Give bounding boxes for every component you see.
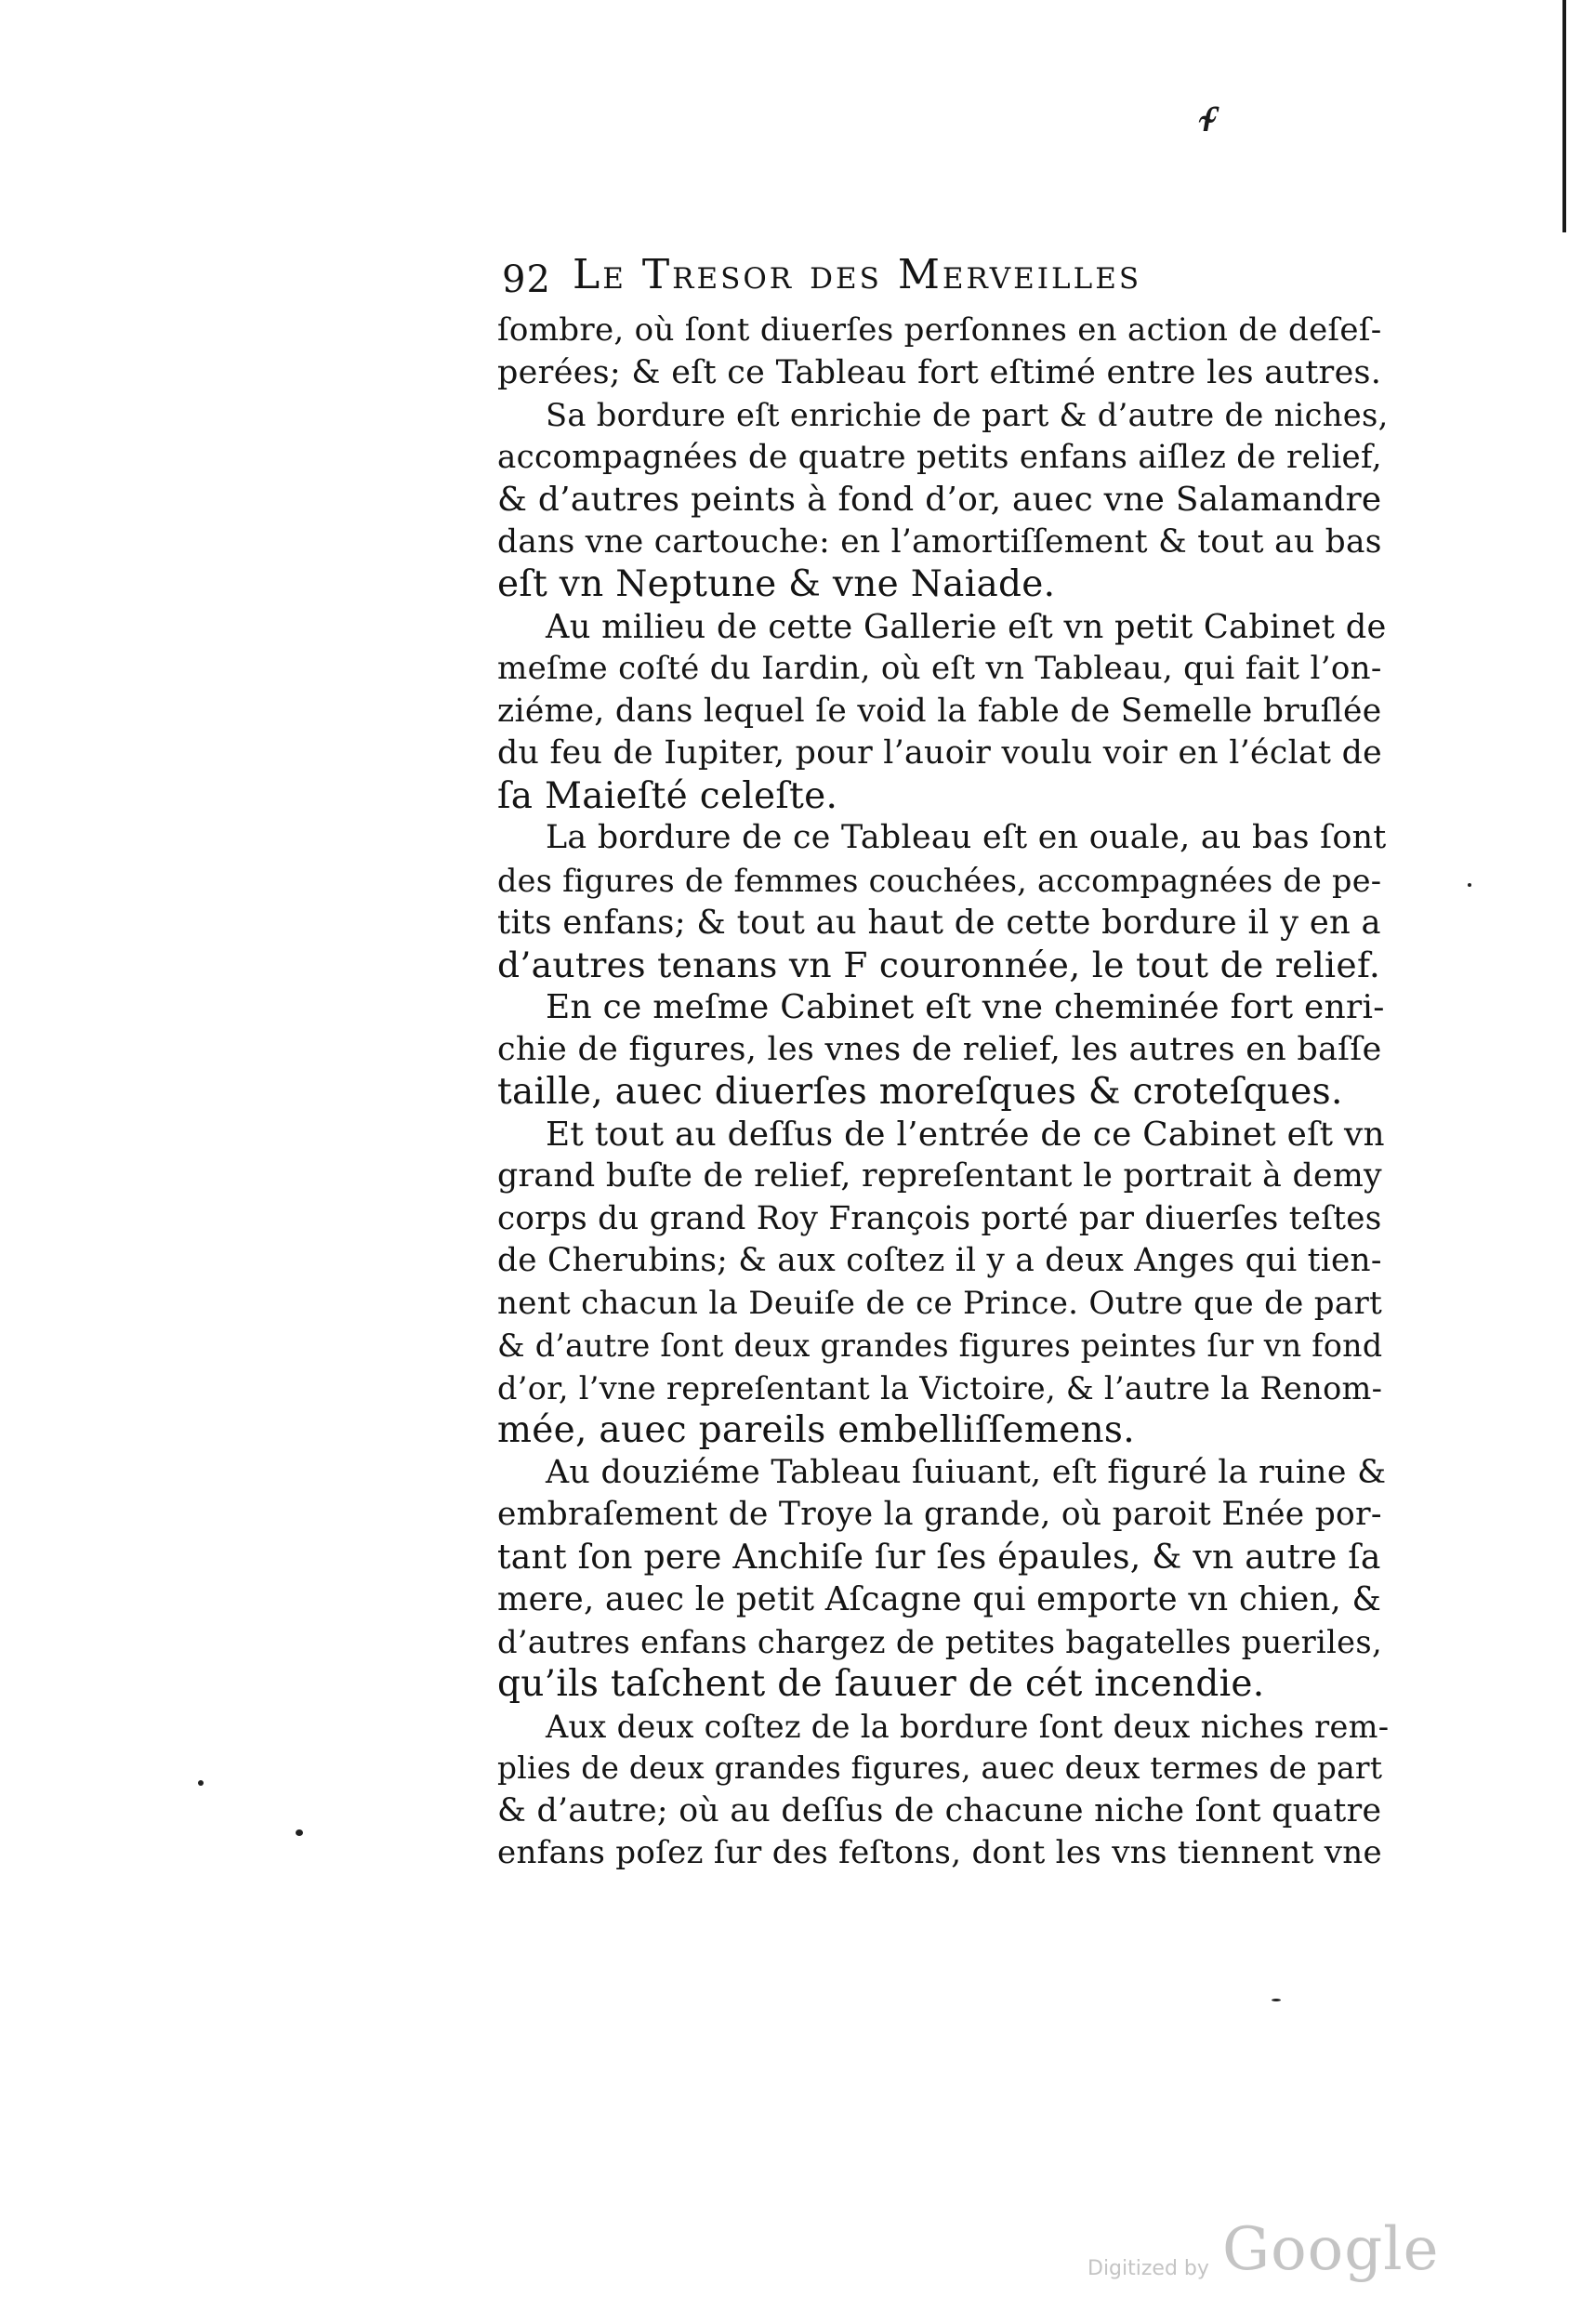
text-line: Sa bordure eſt enrichie de part & d’autre de niches, bbox=[546, 397, 1389, 433]
text-line: tits enfans; & tout au haut de cette bordure il y en a bbox=[497, 904, 1381, 942]
ink-speck bbox=[198, 1780, 204, 1786]
text-line: du feu de Iupiter, pour l’auoir voulu voir en l’éclat de bbox=[497, 734, 1383, 772]
google-logo: Google bbox=[1222, 2215, 1440, 2284]
text-line: d’or, l’vne repreſentant la Victoire, & l’autre la Renom- bbox=[497, 1369, 1383, 1406]
digitized-by-label: Digitized by bbox=[1088, 2257, 1209, 2280]
text-line: & d’autres peints à fond d’or, auec vne Salamandre bbox=[497, 481, 1382, 519]
text-line: plies de deux grandes figures, auec deux termes de part bbox=[497, 1750, 1383, 1786]
text-line: perées; & eſt ce Tableau fort eſtimé entre les autres. bbox=[497, 353, 1382, 391]
corner-handwritten-mark: ᵳ bbox=[1199, 84, 1219, 144]
text-line: chie de figures, les vnes de relief, les autres en baſſe bbox=[497, 1030, 1382, 1068]
text-line: & d’autre ſont deux grandes figures peintes ſur vn fond bbox=[497, 1327, 1383, 1364]
text-line: Et tout au deſſus de l’entrée de ce Cabinet eſt vn bbox=[546, 1115, 1385, 1154]
ink-speck bbox=[1468, 883, 1471, 887]
text-line: enfans poſez ſur des feſtons, dont les vns tiennent vne bbox=[497, 1834, 1382, 1871]
text-line: d’autres tenans vn F couronnée, le tout de relief. bbox=[497, 944, 1381, 985]
text-line: ziéme, dans lequel ſe void la fable de Semelle bruſlée bbox=[497, 692, 1382, 730]
text-line: de Cherubins; & aux coſtez il y a deux Anges qui tien- bbox=[497, 1242, 1382, 1279]
page-header bbox=[502, 251, 1273, 307]
text-line: Au douziéme Tableau ſuiuant, eſt figuré la ruine & bbox=[546, 1453, 1387, 1491]
text-line: La bordure de ce Tableau eſt en ouale, au bas ſont bbox=[546, 819, 1387, 856]
page-number: 92 bbox=[502, 258, 551, 301]
text-line: & d’autre; où au deſſus de chacune niche ſont quatre bbox=[497, 1791, 1382, 1829]
google-watermark bbox=[1088, 2215, 1441, 2294]
ink-speck bbox=[296, 1829, 303, 1836]
text-line: Au milieu de cette Gallerie eſt vn petit Cabinet de bbox=[546, 607, 1387, 646]
text-line: accompagnées de quatre petits enfans aiſlez de relief, bbox=[497, 438, 1382, 476]
text-line: qu’ils taſchent de ſauuer de cét incendie. bbox=[497, 1663, 1265, 1705]
text-line: dans vne cartouche: en l’amortiſſement & tout au bas bbox=[497, 522, 1382, 561]
text-line: tant ſon pere Anchiſe ſur ſes épaules, & vn autre ſa bbox=[497, 1538, 1381, 1577]
text-line: corps du grand Roy François porté par diuerſes teſtes bbox=[497, 1199, 1382, 1237]
text-line: eſt vn Neptune & vne Naiade. bbox=[497, 563, 1056, 605]
text-line: meſme coſté du Iardin, où eſt vn Tableau, qui fait l’on- bbox=[497, 650, 1382, 687]
text-line: taille, auec diuerſes moreſques & croteſques. bbox=[497, 1071, 1343, 1113]
text-line: ſombre, où ſont diuerſes perſonnes en action de deſeſ- bbox=[497, 311, 1382, 349]
body-text bbox=[497, 310, 1390, 1875]
text-line: mée, auec pareils embelliſſemens. bbox=[497, 1409, 1135, 1451]
running-title: Le Tresor des Merveilles bbox=[573, 251, 1142, 298]
text-line: nent chacun la Deuiſe de ce Prince. Outre que de part bbox=[497, 1284, 1383, 1322]
text-line: mere, auec le petit Aſcagne qui emporte vn chien, & bbox=[497, 1580, 1382, 1618]
text-line: d’autres enfans chargez de petites bagatelles pueriles, bbox=[497, 1623, 1382, 1660]
text-line: Aux deux coſtez de la bordure ſont deux niches rem- bbox=[546, 1708, 1390, 1745]
page-edge-line bbox=[1562, 0, 1566, 232]
text-line: embraſement de Troye la grande, où paroit Enée por- bbox=[497, 1496, 1382, 1533]
text-line: ſa Maieſté celeſte. bbox=[497, 774, 838, 817]
text-line: des figures de femmes couchées, accompagnées de pe- bbox=[497, 862, 1382, 899]
text-line: En ce meſme Cabinet eſt vne cheminée fort enri- bbox=[546, 988, 1385, 1026]
text-line: grand buſte de relief, repreſentant le portrait à demy bbox=[497, 1157, 1382, 1195]
ink-speck bbox=[1272, 1999, 1281, 2001]
